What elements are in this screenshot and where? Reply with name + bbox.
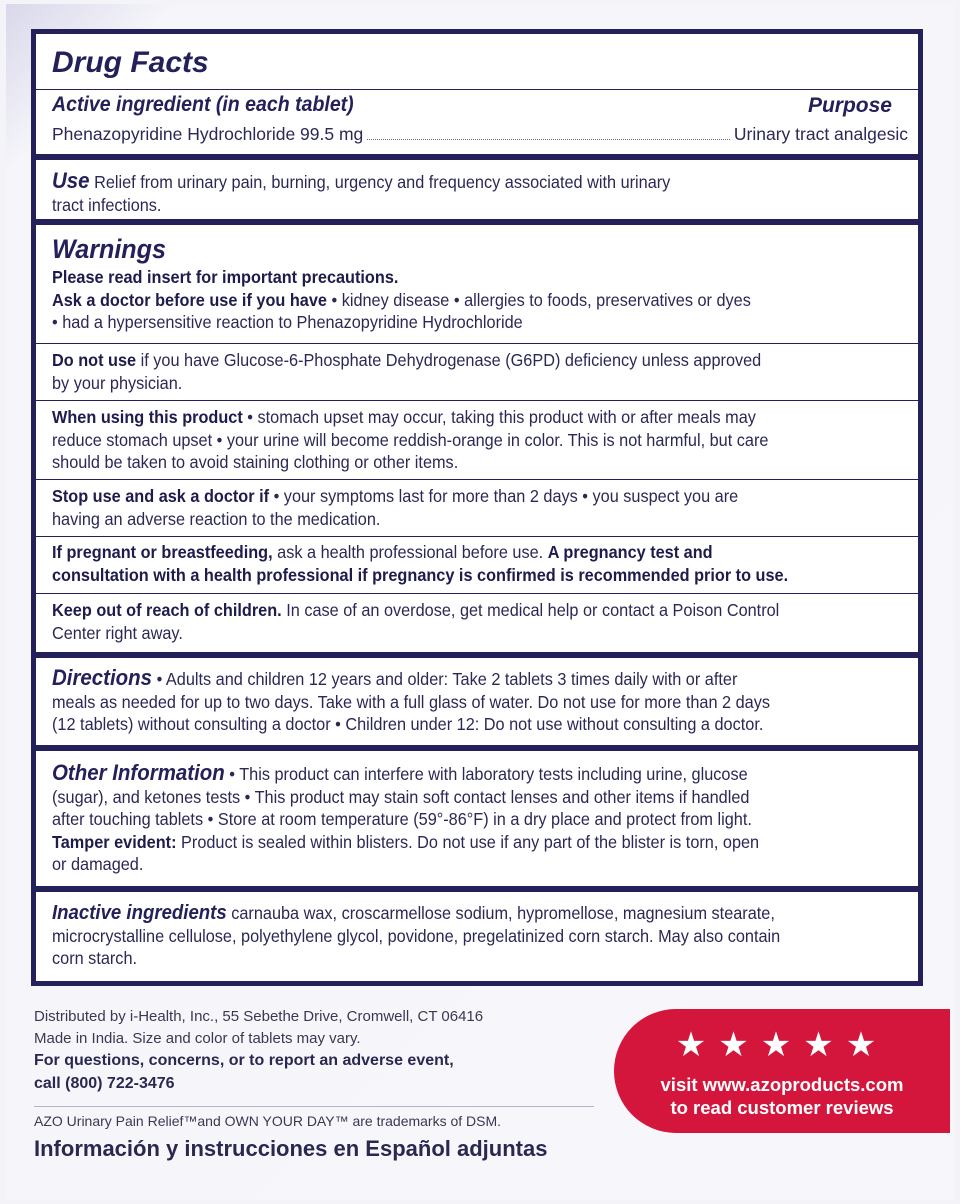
star-rating-icon: ★★★★★ <box>675 1026 889 1064</box>
divider <box>36 536 918 537</box>
ingredient-purpose: Urinary tract analgesic <box>733 124 908 144</box>
ingredient-name: Phenazopyridine Hydrochloride 99.5 mg <box>52 124 364 144</box>
purpose-heading: Purpose <box>807 94 892 117</box>
phone-line: call (800) 722-3476 <box>34 1075 175 1092</box>
active-ingredient-heading: Active ingredient (in each tablet) <box>52 93 354 116</box>
when-using: When using this product • stomach upset may occur, taking this product with or after meals may reduce stomach upset • your urine will become reddish-orange in color. This is not harmful, but care should be taken to avoid staining clothing or other items. <box>52 407 769 472</box>
questions-line: For questions, concerns, or to report an adverse event, <box>34 1052 454 1069</box>
section-divider <box>36 652 918 658</box>
section-divider <box>36 886 918 892</box>
made-in-line: Made in India. Size and color of tablets may vary. <box>34 1030 361 1047</box>
spanish-line: Información y instrucciones en Español adjuntas <box>34 1136 548 1161</box>
divider <box>36 479 918 480</box>
ingredient-row <box>52 124 908 145</box>
dot-leader <box>367 139 730 140</box>
warnings-text: Please read insert for important precautions. Ask a doctor before use if you have • kidney disease • allergies to foods, preservatives or dyes • had a hypersensitive reaction to Phenazopyridine Hydrochloride <box>52 267 751 332</box>
reviews-text: visit www.azoproducts.com to read customer reviews <box>660 1074 904 1118</box>
drug-facts-box <box>31 29 923 986</box>
stop-use: Stop use and ask a doctor if • your symptoms last for more than 2 days • you suspect you are having an adverse reaction to the medication. <box>52 486 739 529</box>
section-divider <box>36 219 918 225</box>
divider <box>36 400 918 401</box>
divider <box>36 343 918 344</box>
other-information: Other Information • This product can interfere with laboratory tests including urine, glucose (sugar), and ketones tests • This product may stain soft contact lenses and other items if handled after touching tablets • Store at room temperature (59°-86°F) in a dry place and protect from light. Tamper evident: Product is sealed within blisters. Do not use if any part of the blister is torn, open or damaged. <box>52 760 760 874</box>
section-divider <box>36 154 918 160</box>
use-section: Use Relief from urinary pain, burning, urgency and frequency associated with urinary tract infections. <box>52 168 671 215</box>
distributor-line: Distributed by i-Health, Inc., 55 Sebethe Drive, Cromwell, CT 06416 <box>34 1008 484 1025</box>
divider <box>36 89 918 90</box>
keep-out: Keep out of reach of children. In case of an overdose, get medical help or contact a Poison Control Center right away. <box>52 600 780 643</box>
pregnancy: If pregnant or breastfeeding, ask a health professional before use. A pregnancy test and consultation with a health professional if pregnancy is confirmed is recommended prior to use. <box>52 542 789 585</box>
inactive-ingredients: Inactive ingredients carnauba wax, croscarmellose sodium, hypromellose, magnesium stearate, microcrystalline cellulose, polyethylene glycol, povidone, pregelatinized corn starch. May also contain corn starch. <box>52 902 781 968</box>
directions: Directions • Adults and children 12 years and older: Take 2 tablets 3 times daily with or after meals as needed for up to two days. Take with a full glass of water. Do not use for more than 2 days (12 tablets) without consulting a doctor • Children under 12: Do not use without consulting a doctor. <box>52 665 771 734</box>
drug-facts-title: Drug Facts <box>52 46 209 79</box>
divider <box>36 593 918 594</box>
warnings-heading: Warnings <box>52 234 166 264</box>
footer-divider <box>34 1106 594 1107</box>
trademark-line: AZO Urinary Pain Relief™and OWN YOUR DAY™ are trademarks of DSM. <box>34 1113 502 1129</box>
do-not-use: Do not use if you have Glucose-6-Phosphate Dehydrogenase (G6PD) deficiency unless approved by your physician. <box>52 350 762 393</box>
reviews-badge <box>614 1009 950 1133</box>
section-divider <box>36 745 918 751</box>
